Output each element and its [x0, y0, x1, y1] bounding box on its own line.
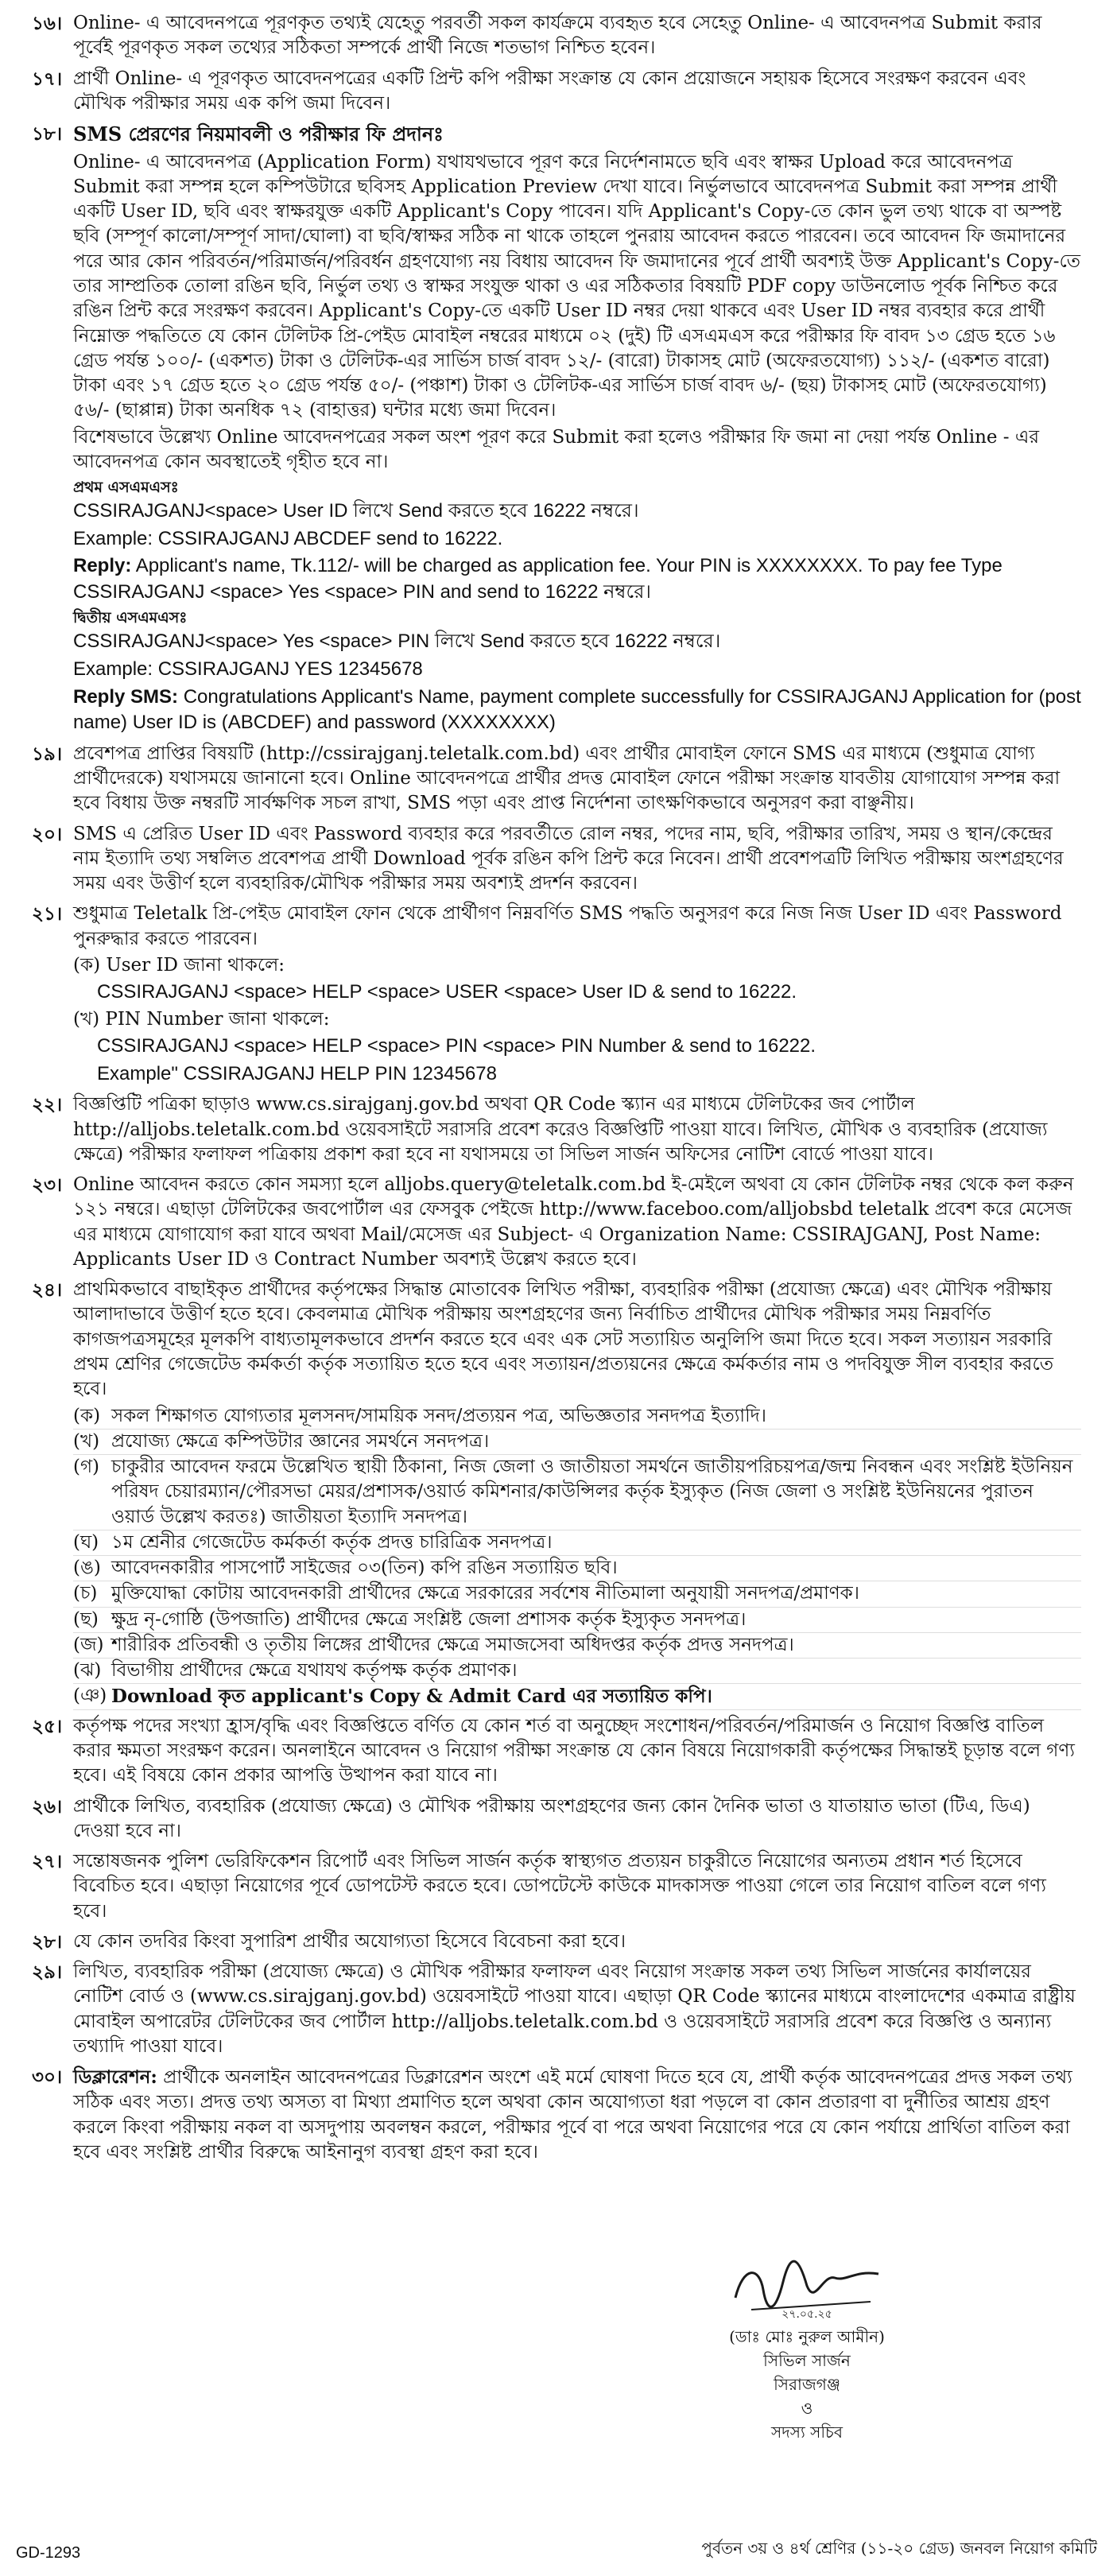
submit-note: বিশেষভাবে উল্লেখ্য Online আবেদনপত্রের সকল অংশ পূরণ করে Submit করা হলেও পরীক্ষার ফি জমা না দেয়া পর্যন্ত Online - এর আবেদনপত্র কোন অবস্থাতেই গৃহীত হবে না।: [73, 426, 1040, 472]
signatory-name: (ডাঃ মোঃ নুরুল আমীন): [729, 2327, 885, 2346]
list-item: [73, 1455, 1081, 1530]
signatory-title: সিভিল সার্জন: [763, 2351, 851, 2370]
clause-text: প্রার্থীকে লিখিত, ব্যবহারিক (প্রযোজ্য ক্ষেত্রে) ও মৌখিক পরীক্ষায় অংশগ্রহণের জন্য কোন দৈনিক ভাতা ও যাতায়াত ভাতা (টিএ, ডিএ) দেওয়া হবে না।: [73, 1795, 1030, 1841]
signatory-conj: ও: [801, 2399, 813, 2418]
signature-date: ২৭.০৫.২৫: [781, 2308, 832, 2321]
pin-known-label: (খ) PIN Number জানা থাকলে:: [73, 1008, 330, 1030]
declaration-heading: ডিক্লারেশন:: [73, 2066, 157, 2089]
clause-number: ১৮।: [32, 123, 63, 145]
signatory-district: সিরাজগঞ্জ: [774, 2375, 840, 2394]
signatory-role: সদস্য সচিব: [771, 2423, 843, 2442]
application-instructions: Online- এ আবেদনপত্র (Application Form) যথাযথভাবে পূরণ করে নির্দেশনামতে ছবি এবং স্বাক্ষর Upload করে আবেদনপত্র Submit করা সম্পন্ন হলে কম্পিউটারে ছবিসহ Application Preview দেখা যাবে। নির্ভুলভাবে আবেদনপত্র Submit করা সম্পন্ন প্রার্থী একটি User ID, ছবি এবং স্বাক্ষরযুক্ত একটি Applicant's Copy পাবেন। যদি Applicant's Copy-তে কোন ভুল তথ্য থাকে বা অস্পষ্ট ছবি (সম্পূর্ণ কালো/সম্পূর্ণ সাদা/ঘোলা) বা ছবি/স্বাক্ষর সঠিক না থাকে তাহলে পুনরায় আবেদন করতে পারবেন। তবে আবেদন ফি জমাদানের পরে আর কোন পরিবর্তন/পরিমার্জন/পরিবর্ধন গ্রহণযোগ্য নয় বিধায় আবেদন ফি জমাদানের পূর্বে প্রার্থী অবশ্যই উক্ত Applicant's Copy-তে তার সাম্প্রতিক তোলা রঙিন ছবি, নির্ভুল তথ্য ও স্বাক্ষর সংযুক্ত থাকা ও এর সঠিকতার বিষয়টি PDF copy ডাউনলোড পূর্বক নিশ্চিত করে রঙিন প্রিন্ট করে সংরক্ষণ করবেন। Applicant's Copy-তে একটি User ID নম্বর দেয়া থাকবে এবং User ID নম্বর ব্যবহার করে প্রার্থী নিম্নোক্ত পদ্ধতিতে যে কোন টেলিটক প্রি-পেইড মোবাইল নম্বরের মাধ্যমে ০২ (দুই) টি এসএমএস করে পরীক্ষার ফি বাবদ ১৩ গ্রেড হতে ১৬ গ্রেড পর্যন্ত ১০০/- (একশত) টাকা ও টেলিটক-এর সার্ভিস চার্জ বাবদ ১২/- (বারো) টাকাসহ মোট (অফেরতযোগ্য) ১১২/- (একশত বারো) টাকা এবং ১৭ গ্রেড হতে ২০ গ্রেড পর্যন্ত ৫০/- (পঞ্চাশ) টাকা ও টেলিটক-এর সার্ভিস চার্জ বাবদ ৬/- (ছয়) টাকাসহ মোট (অফেরতযোগ্য) ৫৬/- (ছাপ্পান্ন) টাকা অনধিক ৭২ (বাহাত্তর) ঘন্টার মধ্যে জমা দিবেন।: [73, 151, 1081, 421]
clause-18: [32, 122, 1081, 738]
clause-number: ৩০।: [32, 2066, 63, 2089]
clause-text: [73, 2065, 1081, 2165]
reply-text: Congratulations Applicant's Name, payment complete successfully for CSSIRAJGANJ Application for (post name) User ID is (ABCDEF) and password (XXXXXXXX): [73, 685, 1081, 734]
clause-16: [32, 11, 1081, 63]
list-item-label: (ঝ): [73, 1660, 102, 1682]
second-sms-reply: [73, 685, 1081, 736]
sms-rules-heading: SMS প্রেরণের নিয়মাবলী ও পরীক্ষার ফি প্রদানঃ: [73, 122, 444, 146]
list-item: [73, 1581, 1081, 1607]
list-item: [73, 1684, 1081, 1709]
clause-25: [32, 1714, 1081, 1790]
second-sms-example: Example: CSSIRAJGANJ YES 12345678: [73, 658, 423, 680]
clause-text: প্রবেশপত্র প্রাপ্তির বিষয়টি (http://cssirajganj.teletalk.com.bd) এবং প্রার্থীর মোবাইল ফোনে SMS এর মাধ্যমে (শুধুমাত্র যোগ্য প্রার্থীদেরকে) যথাসময়ে জানানো হবে। Online আবেদনপত্রে প্রার্থীর প্রদত্ত মোবাইল ফোনে পরীক্ষা সংক্রান্ত যাবতীয় যোগাযোগ সম্পন্ন করা হবে বিধায় উক্ত নম্বরটি সার্বক্ষণিক সচল রাখা, SMS পড়া এবং প্রাপ্ত নির্দেশনা তাৎক্ষণিকভাবে অনুসরণ করা বাঞ্ছনীয়।: [73, 743, 1061, 814]
clause-number: ২০।: [32, 823, 63, 845]
list-item-text: Download কৃত applicant's Copy & Admit Card এর সত্যায়িত কপি।: [111, 1686, 712, 1708]
clause-text: প্রার্থী Online- এ পূরণকৃত আবেদনপত্রের একটি প্রিন্ট কপি পরীক্ষা সংক্রান্ত যে কোন প্রয়োজনে সহায়ক হিসেবে সংরক্ষণ করবেন এবং মৌখিক পরীক্ষার সময় এক কপি জমা দিবেন।: [73, 68, 1026, 114]
list-item-label: (ছ): [73, 1608, 99, 1630]
clause-number: ২৫।: [32, 1715, 63, 1737]
list-item-text: ক্ষুদ্র নৃ-গোষ্ঠি (উপজাতি) প্রার্থীদের ক্ষেত্রে সংশ্লিষ্ট জেলা প্রশাসক কর্তৃক ইস্যুকৃত সনদপত্র।: [111, 1608, 747, 1630]
list-item-text: মুক্তিযোদ্ধা কোটায় আবেদনকারী প্রার্থীদের ক্ষেত্রে সরকারের সর্বশেষ নীতিমালা অনুযায়ী সনদপত্র/প্রমাণক।: [111, 1583, 859, 1604]
list-item-label: (ক): [73, 1405, 101, 1426]
clause-27: [32, 1849, 1081, 1926]
clause-19: [32, 742, 1081, 818]
clause-text: লিখিত, ব্যবহারিক পরীক্ষা (প্রযোজ্য ক্ষেত্রে) ও মৌখিক পরীক্ষার ফলাফল এবং নিয়োগ সংক্রান্ত সকল তথ্য সিভিল সার্জনের কার্যালয়ের নোটিশ বোর্ড ও (www.cs.sirajganj.gov.bd) ওয়েবসাইটে পাওয়া যাবে। এছাড়া QR Code স্ক্যানের মাধ্যমে বাংলাদেশের একমাত্র রাষ্ট্রীয় মোবাইল অপারেটর টেলিটকের জব পোর্টাল http://alljobs.teletalk.com.bd ও ওয়েবসাইটে সরাসরি প্রবেশ করে বিজ্ঞপ্তি ও অন্যান্য তথ্যাদি পাওয়া যাবে।: [73, 1961, 1076, 2057]
clause-number: ২৬।: [32, 1795, 63, 1818]
second-sms-format: CSSIRAJGANJ<space> Yes <space> PIN লিখে Send করতে হবে 16222 নম্বরে।: [73, 630, 721, 653]
list-item: [73, 1633, 1081, 1658]
clause-number: ২৯।: [32, 1961, 63, 1984]
clause-21: [32, 902, 1081, 1088]
list-item-label: (চ): [73, 1583, 98, 1604]
list-item-text: সকল শিক্ষাগত যোগ্যতার মূলসনদ/সাময়িক সনদ/প্রত্যয়ন পত্র, অভিজ্ঞতার সনদপত্র ইত্যাদি।: [111, 1405, 766, 1426]
signature-block: [636, 2250, 978, 2444]
clause-text: বিজ্ঞপ্তিটি পত্রিকা ছাড়াও www.cs.sirajganj.gov.bd অথবা QR Code স্ক্যান এর মাধ্যমে টেলিটকের জব পোর্টাল http://alljobs.teletalk.com.bd ওয়েবসাইটে সরাসরি প্রবেশ করেও বিজ্ঞপ্তিটি পাওয়া যাবে। লিখিত, মৌখিক ও ব্যবহারিক (প্রযোজ্য ক্ষেত্রে) পরীক্ষার ফলাফল পত্রিকায় প্রকাশ করা হবে না যথাসময়ে তা সিভিল সার্জন অফিসের নোটিশ বোর্ডে পাওয়া যাবে।: [73, 1094, 1048, 1165]
list-item: [73, 1404, 1081, 1430]
documents-list: [73, 1404, 1081, 1710]
clause-number: ১৯।: [32, 743, 63, 765]
list-item-label: (গ): [73, 1457, 100, 1478]
first-sms-format: CSSIRAJGANJ<space> User ID লিখে Send করতে হবে 16222 নম্বরে।: [73, 499, 639, 522]
first-sms-example: Example: CSSIRAJGANJ ABCDEF send to 16222.: [73, 527, 503, 549]
clause-23: [32, 1173, 1081, 1274]
list-item-text: চাকুরীর আবেদন ফরমে উল্লেখিত স্থায়ী ঠিকানা, নিজ জেলা ও জাতীয়তা সমর্থনে জাতীয়পরিচয়পত্র/জন্ম নিবন্ধন এবং সংশ্লিষ্ট ইউনিয়ন পরিষদ চেয়ারম্যান/পৌরসভা মেয়র/প্রশাসক/ওয়ার্ড কমিশনার/কাউন্সিলর কর্তৃক ইস্যুকৃত (নিজ জেলা ও সংশ্লিষ্ট ইউনিয়নের পুরাতন ওয়ার্ড উল্লেখ করতঃ) জাতীয়তা ইত্যাদি সনদপত্র।: [111, 1457, 1073, 1527]
pin-help-command: CSSIRAJGANJ <space> HELP <space> PIN <space> PIN Number & send to 16222.: [97, 1035, 816, 1057]
clause-text: প্রাথমিকভাবে বাছাইকৃত প্রার্থীদের কর্তৃপক্ষের সিদ্ধান্ত মোতাবেক লিখিত পরীক্ষা, ব্যবহারিক পরীক্ষা (প্রযোজ্য ক্ষেত্রে) এবং মৌখিক পরীক্ষায় আলাদাভাবে উত্তীর্ণ হতে হবে। কেবলমাত্র মৌখিক পরীক্ষায় অংশগ্রহণের জন্য নির্বাচিত প্রার্থীদের মৌখিক পরীক্ষার সময় নিম্নবর্ণিত কাগজপত্রসমূহের মূলকপি বাধ্যতামূলকভাবে প্রদর্শন করতে হবে এবং এক সেট সত্যায়িত অনুলিপি জমা দিতে হবে। সকল সত্যায়ন সরকারি প্রথম শ্রেণির গেজেটেড কর্মকর্তা কর্তৃক সত্যায়িত হতে হবে এবং সত্যায়ন/প্রত্যয়নের ক্ষেত্রে কর্মকর্তার নাম ও পদবিযুক্ত সীল ব্যবহার করতে হবে।: [73, 1279, 1053, 1400]
clause-number: ১৬।: [32, 13, 63, 34]
first-sms-reply: [73, 553, 1081, 605]
clause-number: ২৭।: [32, 1851, 63, 1873]
reply-label: Reply:: [73, 555, 132, 577]
list-item: [73, 1658, 1081, 1684]
clause-number: ১৭।: [32, 68, 63, 90]
list-item: [73, 1556, 1081, 1581]
list-item-label: (ঞ): [73, 1686, 107, 1707]
document-code: GD-1293: [16, 2544, 81, 2562]
clause-24: [32, 1278, 1081, 1710]
reply-text: Applicant's name, Tk.112/- will be charged as application fee. Your PIN is XXXXXXXX. To pay fee Type CSSIRAJGANJ <space> Yes <space> PIN and send to 16222 নম্বরে।: [73, 555, 1002, 603]
clause-30: [32, 2065, 1081, 2167]
clause-text: SMS এ প্রেরিত User ID এবং Password ব্যবহার করে পরবর্তীতে রোল নম্বর, পদের নাম, ছবি, পরীক্ষার তারিখ, সময় ও স্থান/কেন্দ্রের নাম ইত্যাদি তথ্য সম্বলিত প্রবেশপত্র প্রার্থী Download পূর্বক রঙিন কপি প্রিন্ট করে নিবেন। প্রার্থী প্রবেশপত্রটি লিখিত পরীক্ষায় অংশগ্রহণের সময় এবং উত্তীর্ণ হলে ব্যবহারিক/মৌখিক পরীক্ষার সময় অবশ্যই প্রদর্শন করবেন।: [73, 823, 1064, 894]
second-sms-heading: দ্বিতীয় এসএমএসঃ: [73, 609, 188, 627]
clause-text: কর্তৃপক্ষ পদের সংখ্যা হ্রাস/বৃদ্ধি এবং বিজ্ঞপ্তিতে বর্ণিত যে কোন শর্ত বা অনুচ্ছেদ সংশোধন/পরিবর্তন/পরিমার্জন ও নিয়োগ বিজ্ঞপ্তি বাতিল করার ক্ষমতা সংরক্ষণ করেন। অনলাইনে আবেদন ও নিয়োগ পরীক্ষা সংক্রান্ত যে কোন বিষয়ে নিয়োগকারী কর্তৃপক্ষের সিদ্ধান্তই চূড়ান্ত বলে গণ্য হবে। এই বিষয়ে কোন প্রকার আপত্তি উত্থাপন করা যাবে না।: [73, 1715, 1075, 1787]
list-item-label: (জ): [73, 1634, 104, 1655]
list-item-text: ১ম শ্রেনীর গেজেটেড কর্মকর্তা কর্তৃক প্রদত্ত চারিত্রিক সনদপত্র।: [111, 1531, 553, 1553]
clause-number: ২১।: [32, 903, 63, 925]
user-id-known-label: (ক) User ID জানা থাকলে:: [73, 954, 285, 976]
clause-17: [32, 67, 1081, 118]
clause-29: [32, 1960, 1081, 2061]
list-item: [73, 1530, 1081, 1556]
list-item: [73, 1608, 1081, 1633]
pin-help-example: Example" CSSIRAJGANJ HELP PIN 12345678: [97, 1062, 497, 1084]
clause-text: Online আবেদন করতে কোন সমস্যা হলে alljobs.query@teletalk.com.bd ই-মেইলে অথবা যে কোন টেলিটক নম্বর থেকে কল করুন ১২১ নম্বরে। এছাড়া টেলিটকের জবপোর্টাল এর ফেসবুক পেইজে http://www.faceboo.com/alljobsbd teletalk প্রবেশ করে মেসেজ এর মাধ্যমে যোগাযোগ করা যাবে অথবা Mail/মেসেজ এর Subject- এ Organization Name: CSSIRAJGANJ, Post Name: Applicants User ID ও Contract Number অবশ্যই উল্লেখ করতে হবে।: [73, 1174, 1074, 1270]
list-item: [73, 1430, 1081, 1455]
clause-number: ২৩।: [32, 1174, 63, 1197]
list-item-label: (ঙ): [73, 1558, 101, 1579]
clause-text: সন্তোষজনক পুলিশ ভেরিফিকেশন রিপোর্ট এবং সিভিল সার্জন কর্তৃক স্বাস্থ্যগত প্রত্যয়ন চাকুরীতে নিয়োগের অন্যতম প্রধান শর্ত হিসেবে বিবেচিত হবে। এছাড়া নিয়োগের পূর্বে ডোপটেস্ট করতে হবে। ডোপটেস্টে কাউকে মাদকাসক্ত পাওয়া গেলে তার নিয়োগ বাতিল বলে গণ্য হবে।: [73, 1851, 1046, 1922]
list-item-text: শারীরিক প্রতিবন্ধী ও তৃতীয় লিঙ্গের প্রার্থীদের ক্ষেত্রে সমাজসেবা অধিদপ্তর কর্তৃক প্রদত্ত সনদপত্র।: [111, 1634, 794, 1655]
clause-20: [32, 822, 1081, 898]
user-id-help-command: CSSIRAJGANJ <space> HELP <space> USER <space> User ID & send to 16222.: [97, 981, 797, 1003]
list-item-text: প্রযোজ্য ক্ষেত্রে কম্পিউটার জ্ঞানের সমর্থনে সনদপত্র।: [111, 1430, 490, 1452]
list-item-text: বিভাগীয় প্রার্থীদের ক্ষেত্রে যথাযথ কর্তৃপক্ষ কর্তৃক প্রমাণক।: [111, 1660, 518, 1682]
signature-scribble: [727, 2250, 886, 2322]
list-item-text: আবেদনকারীর পাসপোর্ট সাইজের ০৩(তিন) কপি রঙিন সত্যায়িত ছবি।: [111, 1558, 618, 1579]
clause-text: যে কোন তদবির কিংবা সুপারিশ প্রার্থীর অযোগ্যতা হিসেবে বিবেচনা করা হবে।: [73, 1930, 626, 1952]
clause-number: ২২।: [32, 1094, 63, 1116]
clause-text: শুধুমাত্র Teletalk প্রি-পেইড মোবাইল ফোন থেকে প্রার্থীগণ নিম্নবর্ণিত SMS পদ্ধতি অনুসরণ করে নিজ নিজ User ID এবং Password পুনরুদ্ধার করতে পারবেন।: [73, 903, 1062, 949]
first-sms-heading: প্রথম এসএমএসঃ: [73, 479, 179, 497]
clause-number: ২৮।: [32, 1930, 63, 1953]
list-item-label: (খ): [73, 1430, 100, 1452]
list-item-label: (ঘ): [73, 1531, 99, 1553]
reply-label: Reply SMS:: [73, 685, 179, 708]
declaration-text: প্রার্থীকে অনলাইন আবেদনপত্রের ডিক্লারেশন অংশে এই মর্মে ঘোষণা দিতে হবে যে, প্রার্থী কর্তৃক আবেদনপত্রের প্রদত্ত সকল তথ্য সঠিক এবং সত্য। প্রদত্ত তথ্য অসত্য বা মিথ্যা প্রমাণিত হলে অথবা কোন অযোগ্যতা ধরা পড়লে বা কোন প্রতারণা বা দুর্নীতির আশ্রয় গ্রহণ করলে কিংবা পরীক্ষায় নকল বা অসদুপায় অবলম্বন করলে, পরীক্ষার পূর্বে বা পরে অথবা নিয়োগের পরে যে কোন পর্যায়ে প্রার্থিতা বাতিল করা হবে এবং সংশ্লিষ্ট প্রার্থীর বিরুদ্ধে আইনানুগ ব্যবস্থা গ্রহণ করা হবে।: [73, 2067, 1072, 2163]
clause-28: [32, 1930, 1081, 1956]
committee-name: পুর্বতন ৩য় ও ৪র্থ শ্রেণির (১১-২০ গ্রেড) জনবল নিয়োগ কমিটি: [701, 2539, 1097, 2558]
clause-text: Online- এ আবেদনপত্রে পূরণকৃত তথ্যই যেহেতু পরবর্তী সকল কার্যক্রমে ব্যবহৃত হবে সেহেতু Online- এ আবেদনপত্র Submit করার পূর্বেই পূরণকৃত সকল তথ্যের সঠিকতা সম্পর্কে প্রার্থী নিজে শতভাগ নিশ্চিত হবেন।: [73, 13, 1042, 59]
clause-number: ২৪।: [32, 1279, 63, 1302]
clause-22: [32, 1092, 1081, 1169]
clause-26: [32, 1794, 1081, 1846]
